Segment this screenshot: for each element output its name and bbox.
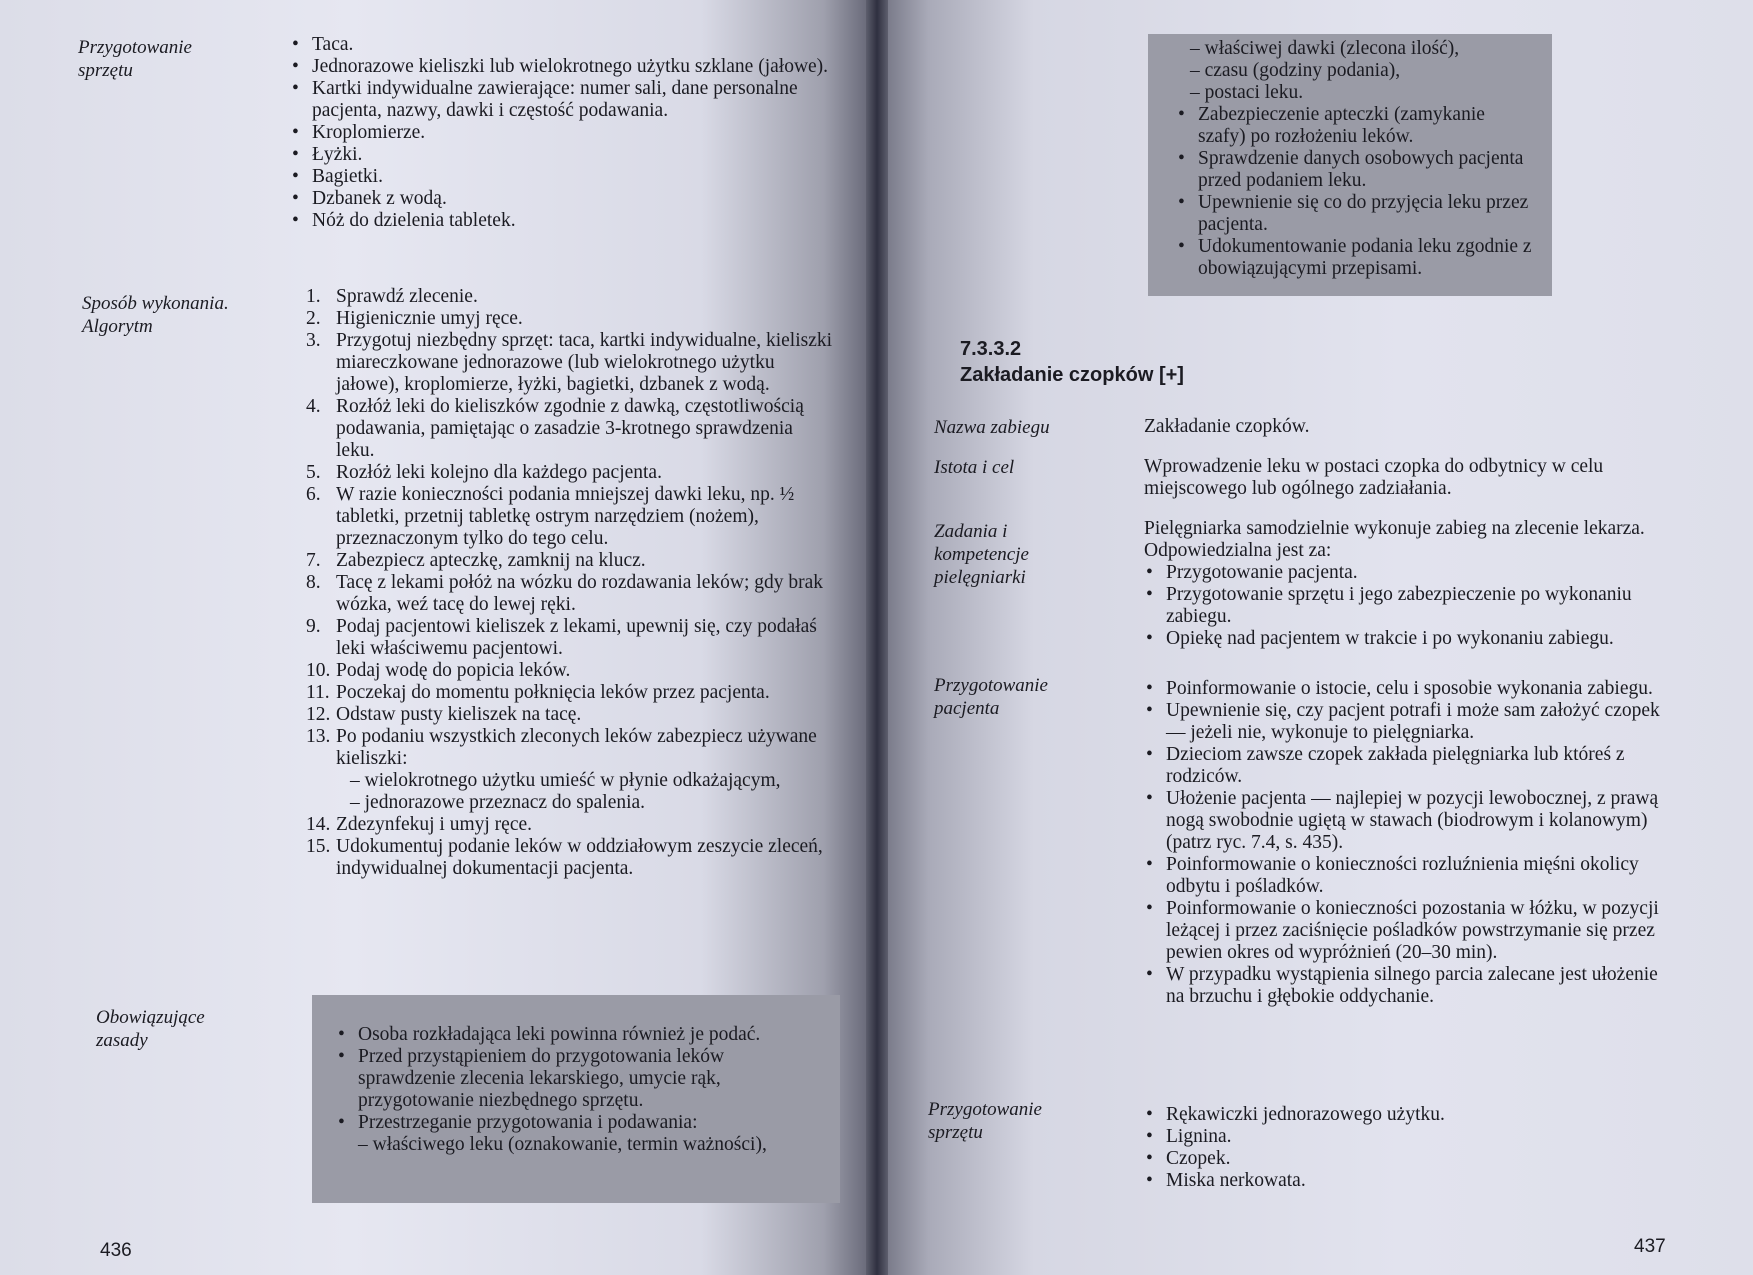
list-item: • Czopek. xyxy=(1144,1148,1664,1170)
list-item: • Rękawiczki jednorazowego użytku. xyxy=(1144,1104,1664,1126)
list-item: 15. Udokumentuj podanie leków w oddziałowym zeszycie zleceń, indywidualnej dokumentacji pacjenta. xyxy=(306,836,823,879)
tasks-block xyxy=(1144,518,1664,650)
tasks-intro: Pielęgniarka samodzielnie wykonuje zabieg na zlecenie lekarza. Odpowiedzialna jest za: xyxy=(1144,518,1645,561)
list-item: 7. Zabezpiecz apteczkę, zamknij na klucz. xyxy=(306,550,646,571)
list-item: 13. Po podaniu wszystkich zleconych leków zabezpiecz używane kieliszki: – wielokrotnego użytku umieść w płynie odkażającym, – jednorazowe przeznacz do spalenia. xyxy=(306,726,836,814)
list-item: 11. Poczekaj do momentu połknięcia leków przez pacjenta. xyxy=(306,682,770,703)
list-item: • Łyżki. xyxy=(290,144,830,166)
list-item: • Bagietki. xyxy=(290,166,830,188)
sub-item: – właściwej dawki (zlecona ilość), xyxy=(1190,38,1460,59)
sub-item: – wielokrotnego użytku umieść w płynie odkażającym, xyxy=(350,770,781,791)
right-page xyxy=(876,0,1753,1275)
list-item: • Upewnienie się co do przyjęcia leku przez pacjenta. xyxy=(1176,192,1536,236)
list-item: 2. Higienicznie umyj ręce. xyxy=(306,308,523,329)
tasks-label: Zadania i kompetencje pielęgniarki xyxy=(934,521,1029,588)
list-item: • Ułożenie pacjenta — najlepiej w pozycji lewobocznej, z prawą nogą swobodnie ugiętą w stawach (biodrowym i kolanowym) (patrz ryc. 7.4, s. 435). xyxy=(1144,788,1664,854)
list-item: 5. Rozłóż leki kolejno dla każdego pacjenta. xyxy=(306,462,662,483)
purpose-label: Istota i cel xyxy=(934,457,1015,478)
list-item: • Opiekę nad pacjentem w trakcie i po wykonaniu zabiegu. xyxy=(1144,628,1664,650)
list-item: • Kroplomierze. xyxy=(290,122,830,144)
list-item: • Zabezpieczenie apteczki (zamykanie szafy) po rozłożeniu leków. xyxy=(1176,104,1536,148)
rules-label: Obowiązujące zasady xyxy=(96,1007,205,1051)
list-item: 14. Zdezynfekuj i umyj ręce. xyxy=(306,814,532,835)
list-item: 10. Podaj wodę do popicia leków. xyxy=(306,660,571,681)
list-item: 6. W razie konieczności podania mniejszej dawki leku, np. ½ tabletki, przetnij tabletkę ostrym narzędziem (nożem), przeznaczonym tylko do tego celu. xyxy=(306,484,795,549)
list-item: • Jednorazowe kieliszki lub wielokrotnego użytku szklane (jałowe). xyxy=(290,56,830,78)
list-item: • Taca. xyxy=(290,34,830,56)
box-list xyxy=(1176,104,1536,280)
list-item: • Poinformowanie o konieczności rozluźnienia mięśni okolicy odbytu i pośladków. xyxy=(1144,854,1664,898)
section-title: Zakładanie czopków [+] xyxy=(960,364,1184,386)
list-item: • Dzbanek z wodą. xyxy=(290,188,830,210)
list-item: • Lignina. xyxy=(1144,1126,1664,1148)
patient-list xyxy=(1144,678,1664,1008)
section-number: 7.3.3.2 xyxy=(960,338,1022,360)
list-item: • Kartki indywidualne zawierające: numer sali, dane personalne pacjenta, nazwy, dawki i częstość podawania. xyxy=(290,78,830,122)
equip-label: Przygotowanie sprzętu xyxy=(928,1099,1042,1143)
list-item: • Poinformowanie o istocie, celu i sposobie wykonania zabiegu. xyxy=(1144,678,1664,700)
list-item: • Przygotowanie pacjenta. xyxy=(1144,562,1664,584)
list-item: 3. Przygotuj niezbędny sprzęt: taca, kartki indywidualne, kieliszki miareczkowane jednorazowe (lub wielokrotnego użytku jałowe), kroplomierze, łyżki, bagietki, dzbanek z wodą. xyxy=(306,330,833,395)
list-item: • Przed przystąpieniem do przygotowania leków sprawdzenie zlecenia lekarskiego, umycie rąk, przygotowanie niezbędnego sprzętu. xyxy=(336,1046,816,1112)
page-number: 437 xyxy=(1634,1236,1666,1257)
list-item: • Przygotowanie sprzętu i jego zabezpieczenie po wykonaniu zabiegu. xyxy=(1144,584,1664,628)
continuation-box-content xyxy=(1176,38,1536,280)
page-number: 436 xyxy=(100,1240,132,1261)
name-value: Zakładanie czopków. xyxy=(1144,416,1310,437)
list-item: • Dzieciom zawsze czopek zakłada pielęgniarka lub któreś z rodziców. xyxy=(1144,744,1664,788)
list-item: • Przestrzeganie przygotowania i podawania: – właściwego leku (oznakowanie, termin ważności), xyxy=(336,1112,816,1156)
name-label: Nazwa zabiegu xyxy=(934,417,1050,438)
list-item: • Udokumentowanie podania leku zgodnie z obowiązującymi przepisami. xyxy=(1176,236,1536,280)
list-item: 4. Rozłóż leki do kieliszków zgodnie z dawką, częstotliwością podawania, pamiętając o zasadzie 3-krotnego sprawdzenia leku. xyxy=(306,396,804,461)
sub-item: – właściwego leku (oznakowanie, termin ważności), xyxy=(358,1134,767,1155)
prep-list xyxy=(290,34,830,232)
list-item: 8. Tacę z lekami połóż na wózku do rozdawania leków; gdy brak wózka, weź tacę do lewej ręki. xyxy=(306,572,824,615)
list-item: • Upewnienie się, czy pacjent potrafi i może sam założyć czopek — jeżeli nie, wykonuje to pielęgniarka. xyxy=(1144,700,1664,744)
list-item: 12. Odstaw pusty kieliszek na tacę. xyxy=(306,704,582,725)
steps-list xyxy=(306,286,836,880)
list-item: • Sprawdzenie danych osobowych pacjenta przed podaniem leku. xyxy=(1176,148,1536,192)
purpose-value: Wprowadzenie leku w postaci czopka do odbytnicy w celu miejscowego lub ogólnego zadziałania. xyxy=(1144,456,1604,499)
sub-item: – postaci leku. xyxy=(1190,82,1304,103)
method-label: Sposób wykonania. Algorytm xyxy=(82,293,229,337)
list-item: • Osoba rozkładająca leki powinna również je podać. xyxy=(336,1024,816,1046)
list-item: 9. Podaj pacjentowi kieliszek z lekami, upewnij się, czy podałaś leki właściwemu pacjentowi. xyxy=(306,616,817,659)
sub-item: – jednorazowe przeznacz do spalenia. xyxy=(350,792,646,813)
rules-list xyxy=(336,1024,816,1156)
equip-list xyxy=(1144,1104,1664,1192)
list-item: • Nóż do dzielenia tabletek. xyxy=(290,210,830,232)
book-gutter xyxy=(866,0,888,1275)
list-item: • W przypadku wystąpienia silnego parcia zalecane jest ułożenie na brzuchu i głębokie oddychanie. xyxy=(1144,964,1664,1008)
list-item: • Miska nerkowata. xyxy=(1144,1170,1664,1192)
sub-item: – czasu (godziny podania), xyxy=(1190,60,1401,81)
tasks-list xyxy=(1144,562,1664,650)
list-item: • Poinformowanie o konieczności pozostania w łóżku, w pozycji leżącej i przez zaciśnięcie pośladków powstrzymanie się przez pewien okres od wypróżnień (20–30 min). xyxy=(1144,898,1664,964)
list-item: 1. Sprawdź zlecenie. xyxy=(306,286,478,307)
prep-label: Przygotowanie sprzętu xyxy=(78,37,192,81)
patient-label: Przygotowanie pacjenta xyxy=(934,675,1048,719)
left-page xyxy=(0,0,876,1275)
